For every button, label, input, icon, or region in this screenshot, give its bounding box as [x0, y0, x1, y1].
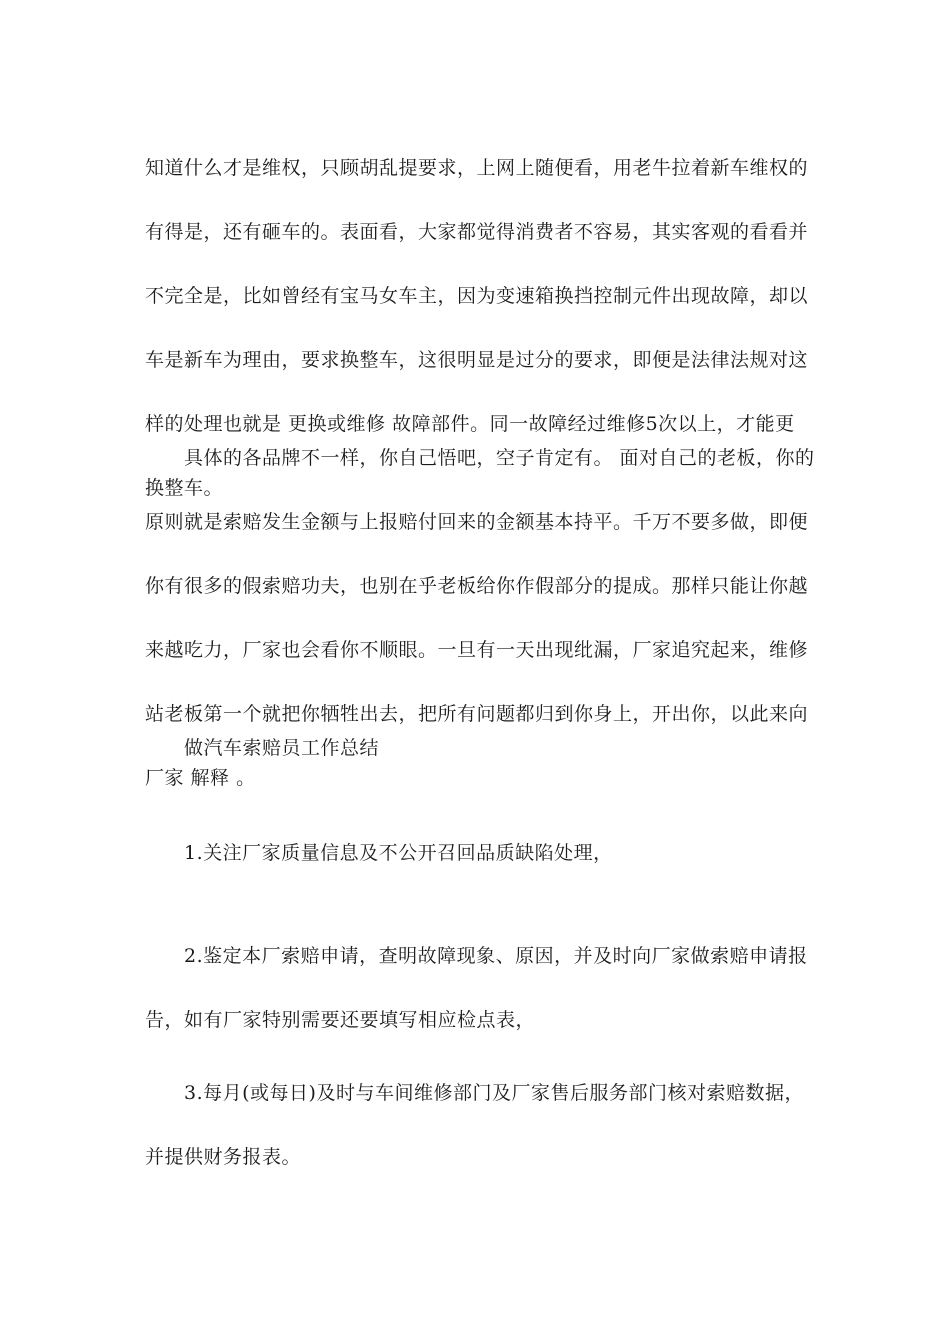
- text-line: 不完全是，比如曾经有宝马女车主，因为变速箱换挡控制元件出现故障，却以: [145, 285, 809, 307]
- list-item-1: [145, 805, 810, 901]
- text-line: 厂家 解释 。: [145, 767, 256, 789]
- text-line: 1.关注厂家质量信息及不公开召回品质缺陷处理，: [145, 842, 613, 864]
- text-line: 并提供财务报表。: [145, 1146, 302, 1168]
- text-line: 具体的各品牌不一样，你自己悟吧，空子肯定有。 面对自己的老板，你的: [145, 447, 815, 469]
- text-line: 告，如有厂家特别需要还要填写相应检点表，: [145, 1009, 536, 1031]
- text-line: 换整车。: [145, 477, 224, 499]
- text-line: 3.每月(或每日)及时与车间维修部门及厂家售后服务部门核对索赔数据，: [145, 1082, 804, 1104]
- text-line: 知道什么才是维权，只顾胡乱提要求，上网上随便看，用老牛拉着新车维权的: [145, 157, 809, 179]
- text-line: 有得是，还有砸车的。表面看，大家都觉得消费者不容易，其实客观的看看并: [145, 221, 809, 243]
- text-line: 原则就是索赔发生金额与上报赔付回来的金额基本持平。千万不要多做，即便: [145, 511, 809, 533]
- text-line: 2.鉴定本厂索赔申请，查明故障现象、原因，并及时向厂家做索赔申请报: [145, 945, 808, 967]
- list-item-2: [145, 908, 810, 1068]
- heading-text: 做汽车索赔员工作总结: [145, 737, 380, 759]
- text-line: 你有很多的假索赔功夫，也别在乎老板给你作假部分的提成。那样只能让你越: [145, 575, 809, 597]
- text-line: 样的处理也就是 更换或维修 故障部件。同一故障经过维修5次以上，才能更: [145, 413, 795, 435]
- text-line: 站老板第一个就把你牺牲出去，把所有问题都归到你身上，开出你，以此来向: [145, 703, 809, 725]
- text-line: 来越吃力，厂家也会看你不顺眼。一旦有一天出现纰漏，厂家追究起来，维修: [145, 639, 809, 661]
- section-heading: [145, 700, 810, 796]
- list-item-3: [145, 1045, 810, 1205]
- text-line: 车是新车为理由，要求换整车，这很明显是过分的要求，即便是法律法规对这: [145, 349, 809, 371]
